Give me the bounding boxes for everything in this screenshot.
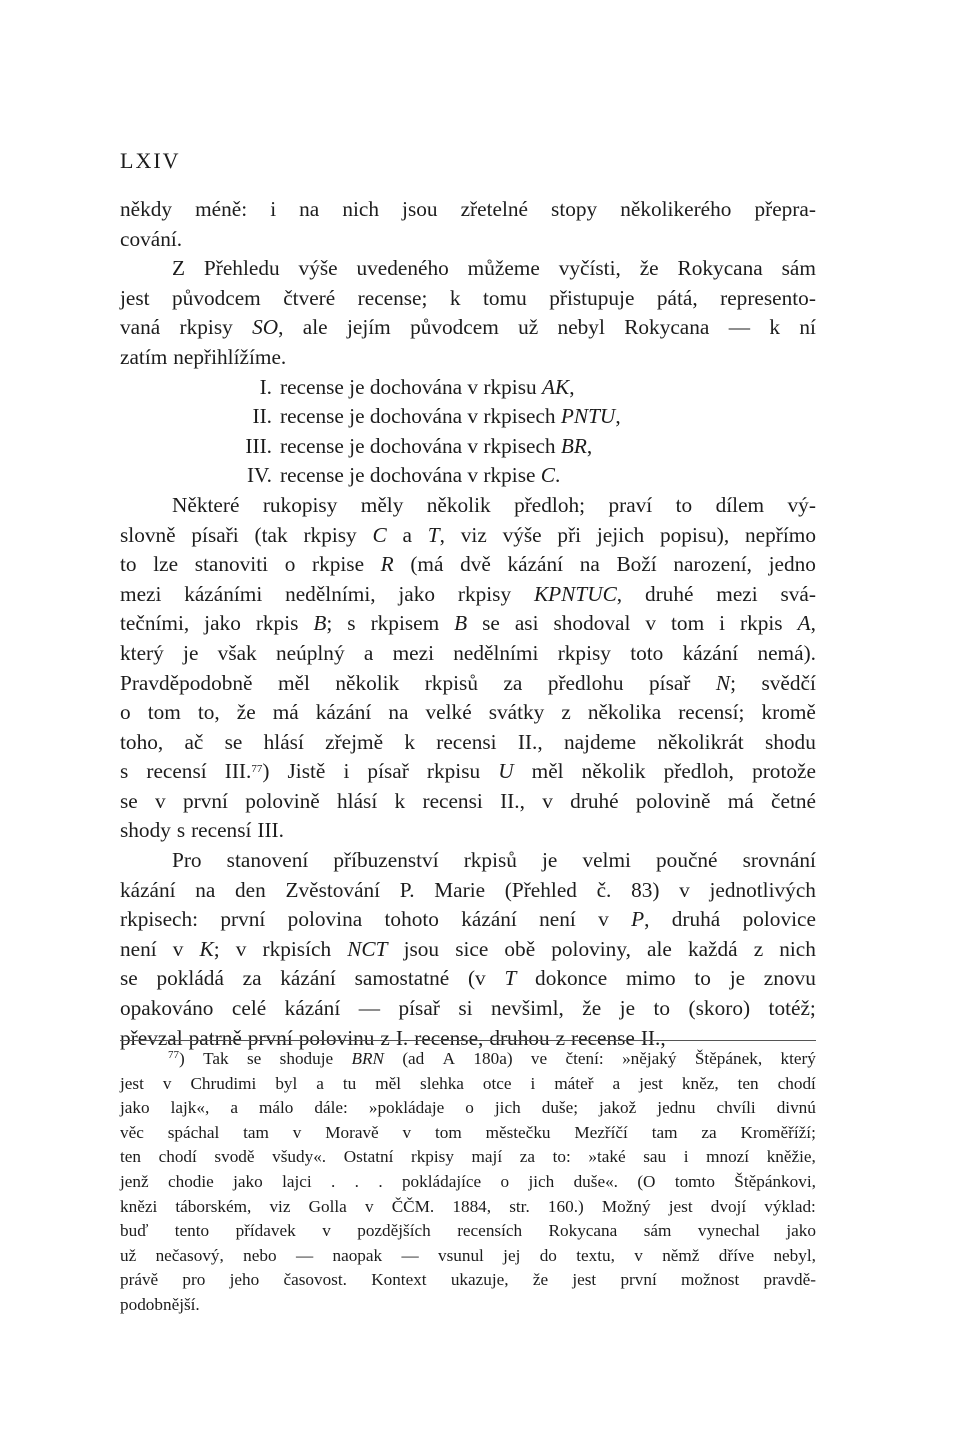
text-line: který je však neúplný a mezi nedělními rkpisy toto kázání nemá). bbox=[120, 640, 816, 665]
text-line: shody s recensí III. bbox=[120, 818, 284, 843]
text-line: slovně písaři (tak rkpisy C a T, viz výše při jejich popisu), nepřímo bbox=[120, 522, 816, 547]
recension-text: recense je dochována v rkpisech PNTU, bbox=[280, 404, 621, 429]
main-text bbox=[120, 195, 816, 1053]
recension-item bbox=[120, 373, 816, 403]
text-line: Z Přehledu výše uvedeného můžeme vyčísti, že Rokycana sám bbox=[172, 256, 816, 281]
text-line: mezi kázáními nedělními, jako rkpisy KPNTUC, druhé mezi svá- bbox=[120, 581, 816, 606]
text-line: se pokládá za kázání samostatné (v T dokonce mimo to je znovu bbox=[120, 966, 816, 991]
paragraph-annunciation-sermon bbox=[120, 846, 816, 1053]
text-line: o tom to, že má kázání na velké svátky z několika recensí; kromě bbox=[120, 700, 816, 725]
recension-number: IV. bbox=[246, 463, 272, 488]
recension-item bbox=[120, 402, 816, 432]
text-line: jest původcem čtveré recense; k tomu přistupuje pátá, represento- bbox=[120, 285, 816, 310]
footnote-line: jenž chodie jako lajci . . . pokládajíce o jich duše«. (O tomto Štěpánkovi, bbox=[120, 1171, 816, 1191]
recension-item bbox=[120, 461, 816, 491]
footnote-rule bbox=[120, 1040, 816, 1041]
footnote-line: jako lajk«, a málo dále: »pokládaje o jich duše; jakož jednu chvíli divnú bbox=[120, 1098, 816, 1118]
recension-text: recense je dochována v rkpise C. bbox=[280, 463, 561, 488]
recension-list bbox=[120, 373, 816, 491]
recension-text: recense je dochována v rkpisu AK, bbox=[280, 374, 575, 399]
text-line: zatím nepřihlížíme. bbox=[120, 344, 287, 369]
text-line: Pro stanovení příbuzenství rkpisů je velmi poučné srovnání bbox=[172, 848, 816, 873]
footnote-marker: 77 bbox=[168, 1049, 179, 1061]
text-line: se v první polovině hlásí k recensi II., v druhé polovině má četné bbox=[120, 788, 816, 813]
text-line: není v K; v rkpisích NCT jsou sice obě poloviny, ale každá z nich bbox=[120, 936, 816, 961]
footnote-line: $^{77}$) Tak se shoduje BRN (ad A 180a) ve čtení: »nějaký Štěpánek, který bbox=[168, 1049, 816, 1068]
text-line: to lze stanoviti o rkpise R (má dvě kázání na Boží narození, jedno bbox=[120, 552, 816, 577]
text-line: s recensí III.$^{77}$) Jistě i písař rkpisu U měl několik předloh, protože bbox=[120, 759, 816, 784]
text-line: opakováno celé kázání — písař si nevšiml, že je to (skoro) totéž; bbox=[120, 996, 816, 1021]
text-line: kázání na den Zvěstování P. Marie (Přehled č. 83) v jednotlivých bbox=[120, 877, 816, 902]
footnote-line: věc spáchal tam v Moravě v tom městečku Mezříčí tam za Kroměříží; bbox=[120, 1122, 816, 1142]
text-line: vaná rkpisy SO, ale jejím původcem už nebyl Rokycana — k ní bbox=[120, 315, 816, 340]
text-line: Některé rukopisy měly několik předloh; praví to dílem vý- bbox=[172, 492, 816, 517]
text-line: tečními, jako rkpis B; s rkpisem B se asi shodoval v tom i rkpis A, bbox=[120, 611, 816, 636]
paragraph-recensions-origin bbox=[120, 254, 816, 372]
text-line: toho, ač se hlásí zřejmě k recensi II., najdeme několikrát shodu bbox=[120, 729, 816, 754]
paragraph-multiple-sources bbox=[120, 491, 816, 846]
text-line: převzal patrně první polovinu z I. recense, druhou z recense II., bbox=[120, 1025, 666, 1050]
intro-paragraph bbox=[120, 195, 816, 254]
footnote-line: už nečasový, nebo — naopak — vsunul jej do textu, v němž dříve nebyl, bbox=[120, 1245, 816, 1265]
recension-item bbox=[120, 432, 816, 462]
text-line: Pravděpodobně měl několik rkpisů za předlohu písař N; svědčí bbox=[120, 670, 816, 695]
recension-number: I. bbox=[259, 374, 272, 399]
footnote-line: podobnější. bbox=[120, 1294, 200, 1314]
footnote-line: knězi táborském, viz Golla v ČČM. 1884, str. 160.) Možný jest dvojí výklad: bbox=[120, 1196, 816, 1216]
footnote-text bbox=[120, 1047, 816, 1318]
text-line: cování. bbox=[120, 226, 183, 251]
footnote-line: právě pro jeho časovost. Kontext ukazuje, že jest první možnost pravdě- bbox=[120, 1270, 816, 1290]
footnote-line: ten chodí svodě všudy«. Ostatní rkpisy mají za to: »také sau i mnozí kněžie, bbox=[120, 1147, 816, 1167]
recension-text: recense je dochována v rkpisech BR, bbox=[280, 433, 593, 458]
text-line: někdy méně: i na nich jsou zřetelné stopy několikerého přepra- bbox=[120, 197, 816, 221]
recension-number: III. bbox=[245, 433, 272, 458]
footnote-77 bbox=[120, 1047, 816, 1318]
footnote-line: jest v Chrudimi byl a tu měl slehka otce i máteř a jest kněz, ten chodí bbox=[120, 1073, 816, 1093]
text-line: rkpisech: první polovina tohoto kázání není v P, druhá polovice bbox=[120, 907, 816, 932]
footnote-line: buď tento přídavek v pozdějších recensích Rokycana sám vynechal jako bbox=[120, 1221, 816, 1241]
recension-number: II. bbox=[252, 404, 272, 429]
page-number: LXIV bbox=[120, 148, 181, 173]
